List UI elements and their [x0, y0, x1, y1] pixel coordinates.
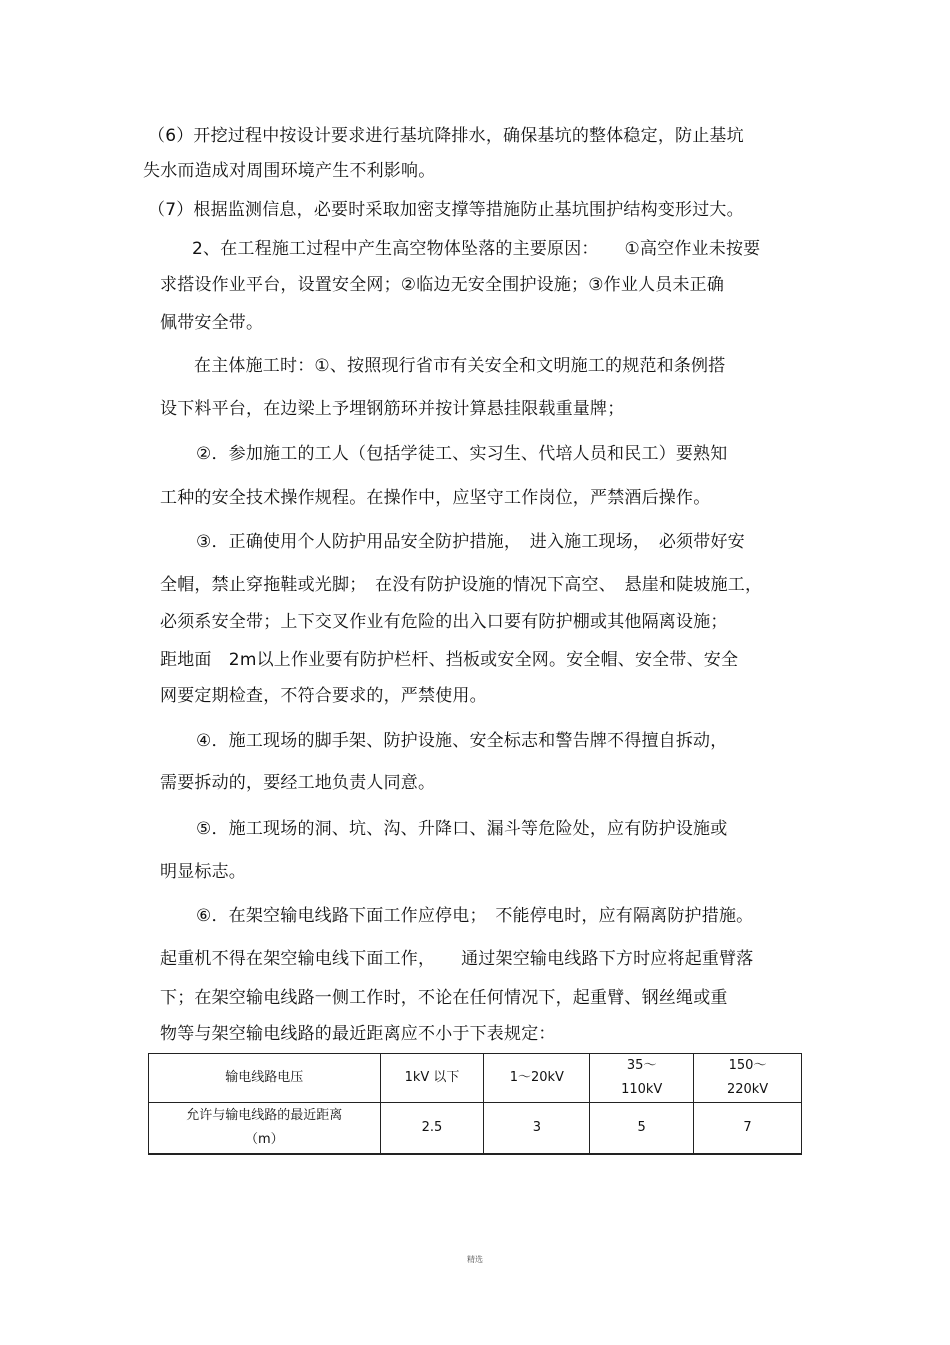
row-label-cell — [149, 1103, 381, 1155]
paragraph-line: （6）开挖过程中按设计要求进行基坑降排水，确保基坑的整体稳定，防止基坑 — [148, 126, 744, 146]
distance-table — [148, 1053, 802, 1155]
header-cell-line: 110kV — [621, 1082, 663, 1097]
paragraph-line: 在主体施工时：①、按照现行省市有关安全和文明施工的规范和条例搭 — [194, 356, 726, 376]
paragraph-line: ②．参加施工的工人（包括学徒工、实习生、代培人员和民工）要熟知 — [196, 444, 728, 464]
paragraph-line: 全帽，禁止穿拖鞋或光脚； 在没有防护设施的情况下高空、 悬崖和陡坡施工， — [160, 575, 763, 595]
header-cell — [590, 1054, 694, 1103]
paragraph-line: 求搭设作业平台，设置安全网；②临边无安全围护设施；③作业人员未正确 — [160, 275, 725, 295]
paragraph-line: ③．正确使用个人防护用品安全防护措施， 进入施工现场， 必须带好安 — [196, 532, 745, 552]
header-cell-line: 220kV — [726, 1082, 769, 1097]
value-cell: 5 — [590, 1103, 694, 1155]
paragraph-line: 必须系安全带；上下交叉作业有危险的出入口要有防护棚或其他隔离设施； — [160, 612, 728, 632]
header-cell: 1kV 以下 — [380, 1054, 484, 1103]
value-cell: 3 — [484, 1103, 590, 1155]
value-cell: 2.5 — [380, 1103, 484, 1155]
paragraph-line: 需要拆动的，要经工地负责人同意。 — [160, 773, 436, 793]
paragraph-line: 2、在工程施工过程中产生高空物体坠落的主要原因： ①高空作业未按要 — [192, 239, 761, 259]
header-cell-line: 35～ — [626, 1058, 657, 1073]
paragraph-line: 网要定期检查，不符合要求的，严禁使用。 — [160, 686, 487, 706]
header-cell: 1～20kV — [484, 1054, 590, 1103]
paragraph-line: ⑤．施工现场的洞、坑、沟、升降口、漏斗等危险处，应有防护设施或 — [196, 819, 728, 839]
paragraph-line: 工种的安全技术操作规程。在操作中，应坚守工作岗位，严禁酒后操作。 — [160, 488, 711, 508]
row-label-line: 允许与输电线路的最近距离 — [186, 1108, 343, 1123]
paragraph-line: 设下料平台，在边梁上予埋钢筋环并按计算悬挂限载重量牌； — [160, 399, 625, 419]
paragraph-line: 失水而造成对周围环境产生不利影响。 — [143, 161, 436, 181]
paragraph-line: ⑥．在架空输电线路下面工作应停电； 不能停电时，应有隔离防护措施。 — [196, 906, 754, 926]
paragraph-line: 物等与架空输电线路的最近距离应不小于下表规定： — [160, 1024, 556, 1044]
header-cell: 输电线路电压 — [149, 1054, 381, 1103]
table-row — [149, 1103, 802, 1155]
value-cell: 7 — [694, 1103, 802, 1155]
paragraph-line: 明显标志。 — [160, 862, 246, 882]
header-cell-line: 150～ — [728, 1058, 767, 1073]
paragraph-line: 下；在架空输电线路一侧工作时，不论在任何情况下，起重臂、钢丝绳或重 — [160, 988, 728, 1008]
paragraph-line: ④．施工现场的脚手架、防护设施、安全标志和警告牌不得擅自拆动， — [196, 731, 728, 751]
paragraph-line: （7）根据监测信息，必要时采取加密支撑等措施防止基坑围护结构变形过大。 — [148, 200, 744, 220]
paragraph-line: 距地面 2m以上作业要有防护栏杆、挡板或安全网。安全帽、安全带、安全 — [160, 650, 739, 670]
page-footer: 精选 — [467, 1255, 483, 1264]
header-cell — [694, 1054, 802, 1103]
paragraph-line: 起重机不得在架空输电线下面工作， 通过架空输电线路下方时应将起重臂落 — [160, 949, 754, 969]
table-header-row — [149, 1054, 802, 1103]
paragraph-line: 佩带安全带。 — [160, 313, 264, 333]
row-label-line: （m） — [244, 1132, 284, 1147]
